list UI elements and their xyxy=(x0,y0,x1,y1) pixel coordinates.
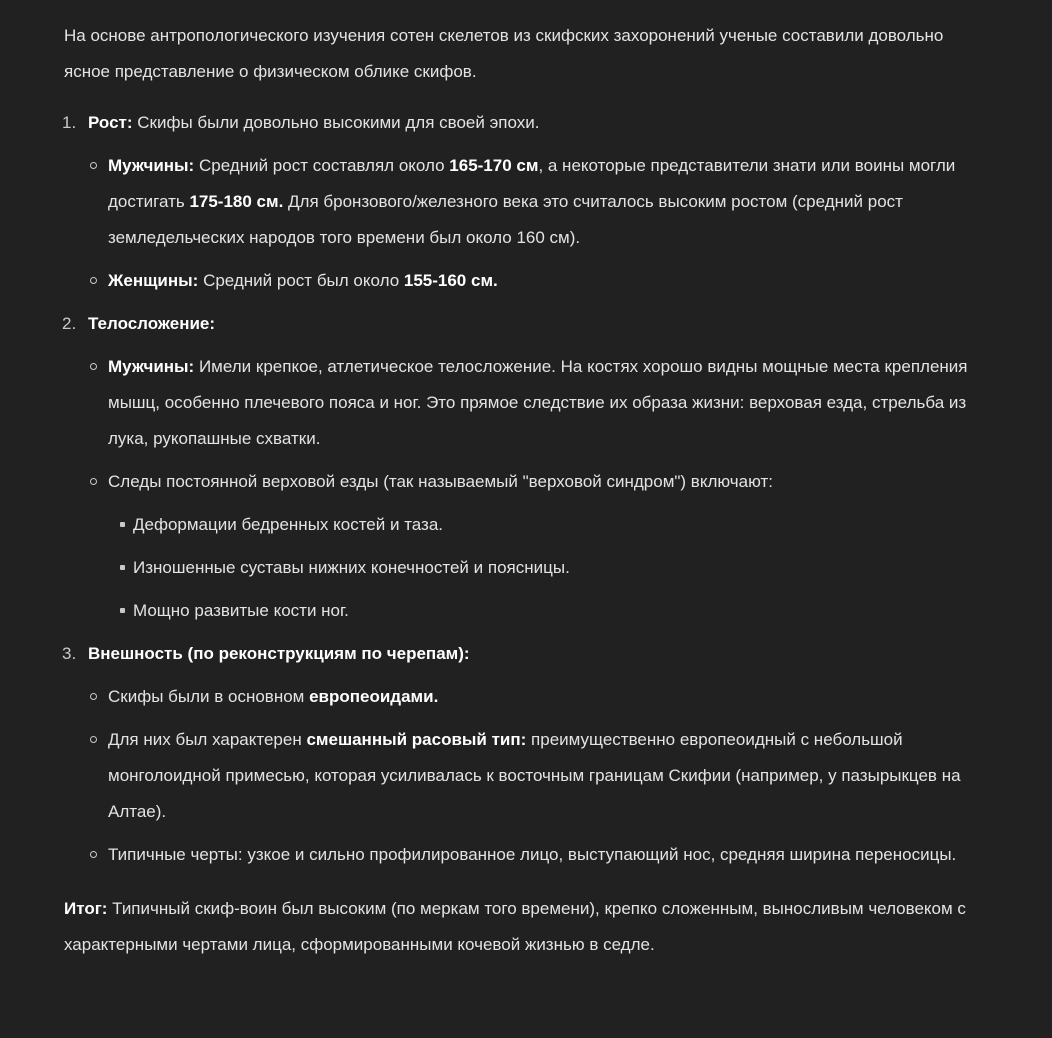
list-item-mixed-type xyxy=(88,722,992,830)
sub-list-build xyxy=(88,349,992,629)
list-item-europeoid xyxy=(88,679,992,715)
summary-paragraph: Итог: Типичный скиф-воин был высоким (по меркам того времени), крепко сложенным, выносливым человеком с характерными чертами лица, сформированными кочевой жизнью в седле. xyxy=(64,899,966,954)
list-item-text: Типичные черты: узкое и сильно профилированное лицо, выступающий нос, средняя ширина переносицы. xyxy=(108,845,957,864)
list-item-leg-bones xyxy=(108,593,992,629)
list-item-men-build xyxy=(88,349,992,457)
list-item-text: Для них был характерен смешанный расовый тип: преимущественно европеоидный с небольшой монголоидной примесью, которая усиливалась к восточным границам Скифии (например, у пазырыкцев на Алтае). xyxy=(108,730,961,821)
list-item-text: Мощно развитые кости ног. xyxy=(133,601,349,620)
sub-list-appearance xyxy=(88,679,992,873)
list-item-text: Мужчины: Средний рост составлял около 165-170 см, а некоторые представители знати или воины могли достигать 175-180 см. Для бронзового/железного века это считалось высоким ростом (средний рост земледельческих народов того времени был около 160 см). xyxy=(108,156,956,247)
list-item-women-height xyxy=(88,263,992,299)
numbered-list xyxy=(64,105,992,873)
intro-paragraph: На основе антропологического изучения сотен скелетов из скифских захоронений ученые составили довольно ясное представление о физическом облике скифов. xyxy=(64,26,944,81)
list-item-text: Следы постоянной верховой езды (так называемый "верховой синдром") включают: xyxy=(108,472,773,491)
list-item-text: Женщины: Средний рост был около 155-160 см. xyxy=(108,271,498,290)
list-item-men-height xyxy=(88,148,992,256)
list-item-typical-features xyxy=(88,837,992,873)
list-item-text: Телосложение: xyxy=(88,314,216,333)
list-item-text: Мужчины: Имели крепкое, атлетическое телосложение. На костях хорошо видны мощные места крепления мышц, особенно плечевого пояса и ног. Это прямое следствие их образа жизни: верховая езда, стрельба из лука, рукопашные схватки. xyxy=(108,357,968,448)
list-item-build xyxy=(64,306,992,629)
list-item-text: Рост: Скифы были довольно высокими для своей эпохи. xyxy=(88,113,540,132)
list-item-height xyxy=(64,105,992,299)
sub-sub-list-syndrome xyxy=(108,507,992,629)
list-item-text: Деформации бедренных костей и таза. xyxy=(133,515,444,534)
list-item-text: Изношенные суставы нижних конечностей и поясницы. xyxy=(133,558,570,577)
sub-list-height xyxy=(88,148,992,299)
list-item-text: Внешность (по реконструкциям по черепам): xyxy=(88,644,470,663)
list-item-appearance xyxy=(64,636,992,873)
list-item-text: Скифы были в основном европеоидами. xyxy=(108,687,439,706)
list-item-worn-joints xyxy=(108,550,992,586)
list-item-riding-syndrome xyxy=(88,464,992,629)
list-item-deformation xyxy=(108,507,992,543)
